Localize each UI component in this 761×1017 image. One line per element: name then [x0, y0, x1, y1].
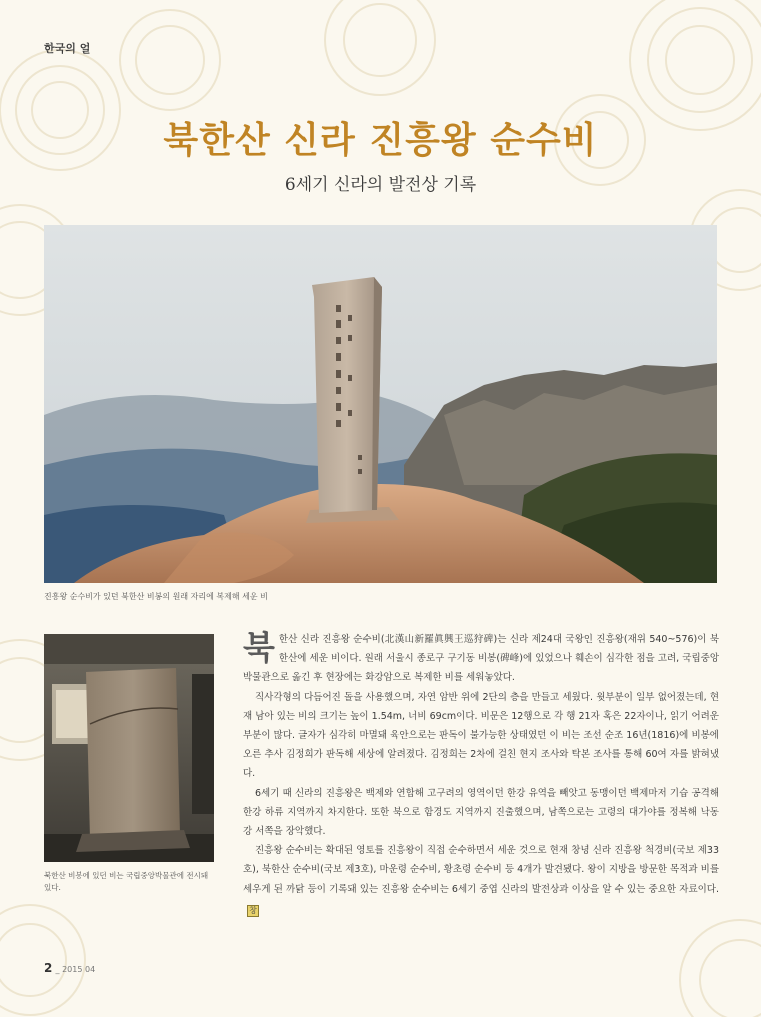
article-paragraph-4-text: 진흥왕 순수비는 확대된 영토를 진흥왕이 직접 순수하면서 세운 것으로 현재 창녕 신라 진흥왕 척경비(국보 제33호), 북한산 순수비(국보 제3호), 마운령 순수비, 황초령 순수비 등 4개가 발견됐다. 왕이 지방을 방문한 목적과 비를 세우게 된 까닭 등이 기록돼 있는 진흥왕 순수비는 6세기 중엽 신라의 발전상과 이상을 알 수 있는 중요한 자료이다.	[243, 845, 719, 895]
page-subtitle: 6세기 신라의 발전상 기록	[284, 175, 477, 195]
section-tag: 한국의 얼	[44, 42, 91, 55]
page-number: 2	[44, 961, 53, 975]
museum-photo-caption: 북한산 비봉에 있던 비는 국립중앙박물관에 전시돼 있다.	[44, 871, 209, 892]
article-paragraph-1-text: 한산 신라 진흥왕 순수비(北漢山新羅眞興王巡狩碑)는 신라 제24대 국왕인 진흥왕(재위 540~576)이 북한산에 세운 비이다. 원래 서울시 종로구 구기동 비봉(碑峰)에 있었으나 훼손이 심각한 점을 고려, 국립중앙박물관으로 옮긴 후 현장에는 화강암으로 복제한 비를 세워놓았다.	[243, 634, 719, 684]
hero-photo-caption: 진흥왕 순수비가 있던 북한산 비봉의 원래 자리에 복제해 세운 비	[44, 592, 268, 601]
article-paragraph-1	[243, 630, 719, 688]
drop-cap: 북	[243, 628, 275, 667]
article-paragraph-3: 6세기 때 신라의 진흥왕은 백제와 연합해 고구려의 영역이던 한강 유역을 빼앗고 동맹이던 백제마저 기습 공격해 한강 하류 지역까지 차지한다. 또한 북으로 함경도 지역까지 진출했으며, 남쪽으로는 고령의 대가야를 정복해 낙동강 서쪽을 장악했다.	[243, 787, 719, 838]
page-footer	[44, 961, 95, 975]
article-paragraph-2: 직사각형의 다듬어진 돌을 사용했으며, 자연 암반 위에 2단의 층을 만들고 세웠다. 윗부분이 일부 없어졌는데, 현재 남아 있는 비의 크기는 높이 1.54m, 너비 69cm이다. 비문은 12행으로 각 행 21자 혹은 22자이나, 읽기 어려운 부분이 많다. 글자가 심각히 마멸돼 육안으로는 판독이 불가능한 상태였던 이 비는 조선 순조 16년(1816)에 비봉에 오른 추사 김정희가 판독해 세상에 알려졌다. 김정희는 2차에 걸친 현지 조사와 탁본 조사를 통해 60여 자를 밝혀냈다.	[243, 691, 719, 780]
end-mark-icon: 창	[247, 905, 259, 917]
page-title: 북한산 신라 진흥왕 순수비	[163, 120, 598, 161]
article-body	[243, 630, 719, 918]
article-paragraph-4	[243, 841, 719, 918]
hero-photo-stele-on-mountain	[44, 225, 717, 583]
museum-stele-photo	[44, 634, 214, 862]
publication-date: _ 2015 04	[55, 965, 96, 974]
